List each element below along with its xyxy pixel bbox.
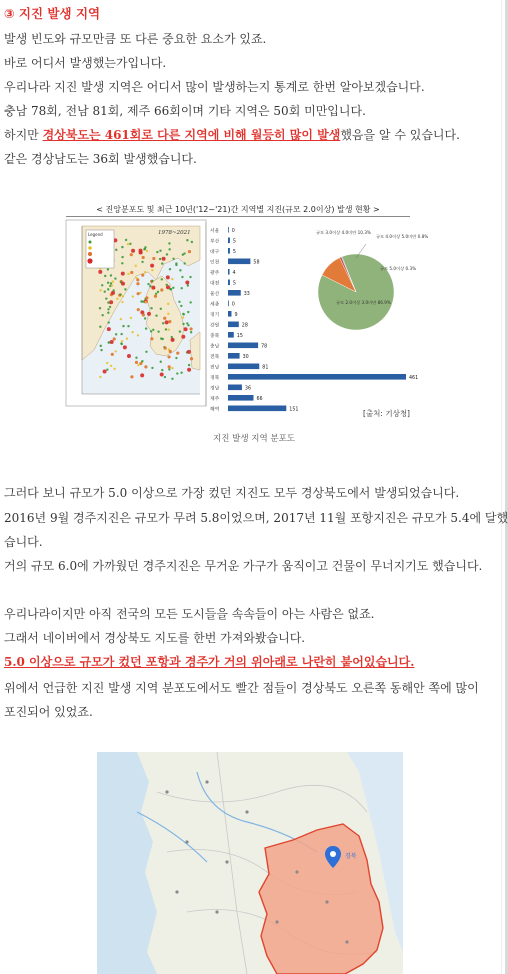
bar-3 [228, 259, 250, 265]
epicenter-dot [169, 350, 172, 353]
epicenter-dot [156, 251, 158, 253]
epicenter-dot [188, 250, 191, 253]
epicenter-dot [166, 275, 170, 279]
epicenter-dot [139, 249, 143, 253]
figure-caption: 지진 발생 지역 분포도 [212, 434, 295, 444]
epicenter-dot [120, 333, 122, 335]
epicenter-dot [159, 258, 161, 260]
epicenter-dot [161, 262, 163, 264]
epicenter-dot [100, 345, 102, 347]
epicenter-dot [189, 276, 191, 278]
epicenter-dot [132, 295, 134, 297]
epicenter-dot [137, 308, 140, 311]
epicenter-dot [180, 372, 182, 374]
epicenter-dot [106, 362, 108, 364]
epicenter-dot [110, 274, 112, 276]
epicenter-dot [160, 337, 162, 339]
epicenter-dot [168, 368, 170, 370]
bar-7 [228, 301, 229, 307]
epicenter-dot [179, 269, 181, 271]
bar-category-label: 세종 [210, 302, 220, 308]
epicenter-dot [175, 264, 177, 266]
map-city-dot [205, 780, 208, 783]
bar-value-label: 30 [242, 355, 249, 360]
map-city-dot [225, 860, 228, 863]
bar-category-label: 울산 [210, 292, 220, 297]
epicenter-dot [112, 280, 114, 282]
epicenter-dot [141, 261, 143, 263]
epicenter-dot [121, 256, 123, 258]
map-city-dot [175, 890, 178, 893]
bar-value-label: 5 [232, 281, 236, 287]
epicenter-dot [168, 328, 170, 330]
paragraph-5-post: 했음을 알 수 있습니다. [340, 128, 460, 142]
epicenter-dot [168, 365, 171, 368]
bar-category-label: 충북 [210, 334, 220, 339]
paragraph-2: 바로 어디서 발생했는가입니다. [4, 56, 167, 70]
legend-dot-yellow [88, 246, 92, 250]
bar-9 [228, 322, 239, 328]
epicenter-dot [147, 312, 151, 316]
figure-title: < 진앙분포도 및 최근 10년('12~'21)간 지역별 지진(규모 2.0이상) 발생 현황 > [96, 205, 380, 214]
bar-value-label: 5 [232, 250, 236, 255]
paragraph-7: 그러다 보니 규모가 5.0 이상으로 가장 컸던 지진도 모두 경상북도에서 발생되었습니다. [4, 486, 460, 500]
epicenter-dot [171, 338, 175, 342]
epicenter-dot [189, 327, 192, 330]
bar-category-label: 강원 [210, 323, 220, 329]
epicenter-dot [179, 330, 181, 332]
bar-category-label: 경기 [210, 313, 220, 318]
paragraph-1: 발생 빈도와 규모만큼 또 다른 중요한 요소가 있죠. [4, 32, 267, 46]
figure-source: [출처: 기상청] [363, 409, 410, 418]
epicenter-dot [150, 307, 152, 309]
epicenter-dot [191, 241, 193, 243]
bar-category-label: 경남 [210, 386, 220, 392]
paragraph-13: 위에서 언급한 지진 발생 지역 분포도에서도 빨간 점들이 경상북도 오른쪽 동해안 쪽에 많이 [4, 681, 479, 695]
map-period-label: 1978~2021 [158, 230, 191, 236]
epicenter-dot [121, 262, 123, 264]
paragraph-3: 우리나라 지진 발생 지역은 어디서 많이 발생하는지 통계로 한번 알아보겠습니다. [4, 80, 425, 94]
epicenter-dot [151, 269, 153, 271]
epicenter-dot [108, 321, 110, 323]
epicenter-dot [150, 330, 152, 332]
legend-dot-orange [88, 252, 92, 256]
bar-value-label: 58 [253, 260, 260, 266]
epicenter-dot [181, 276, 183, 278]
content-divider [501, 0, 502, 974]
epicenter-dot [150, 337, 153, 340]
paragraph-4: 충남 78회, 전남 81회, 제주 66회이며 기타 지역은 50회 미만입니다. [4, 104, 366, 118]
epicenter-dot [162, 322, 164, 324]
bar-15 [228, 385, 242, 391]
paragraph-6: 같은 경상남도는 36회 발생했습니다. [4, 152, 197, 166]
epicenter-dot [155, 314, 157, 316]
pie-label-0: 규모 3.0이상 4.0미만 10.3% [316, 230, 371, 235]
epicenter-dot [125, 239, 127, 241]
bar-0 [228, 227, 229, 233]
epicenter-dot [127, 273, 129, 275]
epicenter-dot [143, 248, 145, 250]
bar-category-label: 해역 [210, 407, 220, 413]
epicenter-dot [109, 306, 111, 308]
bar-value-label: 9 [234, 313, 238, 318]
bar-value-label: 28 [241, 323, 248, 329]
pie-label-2: 규모 5.0이상 0.3% [380, 266, 417, 271]
epicenter-dot [183, 313, 185, 315]
epicenter-dot [145, 296, 148, 299]
paragraph-12-highlight: 5.0 이상으로 규모가 컸던 포항과 경주가 거의 위아래로 나란히 붙어있습니다. [4, 655, 415, 669]
epicenter-dot [107, 308, 109, 310]
epicenter-dot [140, 373, 144, 377]
legend-dot-green [89, 241, 92, 244]
epicenter-dot [121, 272, 125, 276]
epicenter-dot [186, 239, 188, 241]
epicenter-dot [106, 368, 108, 370]
epicenter-dot [107, 282, 109, 284]
epicenter-dot [116, 297, 118, 299]
bar-value-label: 0 [231, 229, 235, 234]
epicenter-dot [107, 288, 109, 290]
paragraph-5-pre: 하지만 [4, 128, 43, 142]
epicenter-dot [168, 248, 170, 250]
epicenter-dot [161, 278, 163, 280]
gyeongbuk-map[interactable] [97, 752, 403, 974]
bar-value-label: 151 [289, 407, 299, 413]
epicenter-dot [163, 317, 166, 320]
epicenter-dot [126, 337, 128, 339]
epicenter-dot [121, 340, 123, 342]
epicenter-dot [109, 300, 113, 304]
epicenter-dot [142, 313, 145, 316]
epicenter-dot [167, 303, 169, 305]
epicenter-dot [151, 286, 155, 290]
epicenter-dot [145, 327, 147, 329]
epicenter-dot [114, 350, 116, 352]
epicenter-dot [141, 360, 143, 362]
map-city-dot [325, 900, 328, 903]
epicenter-dot [183, 252, 185, 254]
epicenter-dot [171, 378, 173, 380]
epicenter-dot [127, 243, 129, 245]
epicenter-dot [176, 352, 179, 355]
epicenter-dot [167, 313, 169, 315]
bar-value-label: 0 [231, 302, 235, 308]
epicenter-dot [182, 316, 184, 318]
epicenter-dot [160, 361, 162, 363]
bar-category-label: 제주 [210, 397, 220, 402]
bar-category-label: 인천 [210, 260, 220, 266]
bar-8 [228, 311, 231, 317]
epicenter-dot [99, 307, 101, 309]
map-legend-title: Legend [88, 232, 103, 237]
bar-category-label: 부산 [210, 239, 220, 245]
epicenter-dot [180, 305, 182, 307]
bar-10 [228, 332, 234, 338]
epicenter-dot [186, 322, 188, 324]
epicenter-dot [103, 369, 107, 373]
epicenter-dot [189, 301, 191, 303]
bar-category-label: 충남 [210, 344, 220, 350]
map-city-dot [215, 910, 218, 913]
epicenter-dot [167, 355, 170, 358]
bar-17 [228, 406, 286, 412]
bar-11 [228, 343, 258, 349]
epicenter-dot [135, 277, 137, 279]
epicenter-dot [129, 243, 131, 245]
epicenter-dot [139, 362, 142, 365]
epicenter-dot [107, 312, 109, 314]
epicenter-dot [119, 293, 121, 295]
epicenter-dot [149, 285, 151, 287]
bar-category-label: 광주 [210, 271, 220, 276]
epicenter-dot [151, 280, 153, 282]
epicenter-dot [110, 365, 112, 367]
epicenter-dot [183, 262, 185, 264]
epicenter-dot [182, 323, 184, 325]
epicenter-dot [190, 331, 192, 333]
epicenter-dot [127, 354, 131, 358]
map-city-dot [165, 790, 168, 793]
bar-value-label: 15 [236, 334, 243, 339]
epicenter-dot [131, 249, 135, 253]
epicenter-dot [145, 351, 147, 353]
epicenter-dot [107, 301, 109, 303]
epicenter-dot [122, 325, 124, 327]
epicenter-dot [181, 335, 185, 339]
epicenter-dot [130, 375, 133, 378]
bar-category-label: 서울 [210, 229, 220, 234]
epicenter-dot [159, 250, 161, 252]
bar-category-label: 전남 [210, 365, 220, 371]
region-bar-chart [210, 227, 418, 413]
epicenter-dot [176, 372, 178, 374]
bar-category-label: 전북 [210, 355, 220, 360]
bar-13 [228, 364, 259, 370]
epicenter-dot [137, 334, 139, 336]
epicenter-dot [157, 330, 159, 332]
paragraph-8-cont: 습니다. [4, 535, 43, 549]
epicenter-dot [144, 317, 146, 319]
epicenter-dot [122, 295, 124, 297]
epicenter-dot [137, 292, 140, 295]
bar-value-label: 66 [256, 397, 263, 402]
epicenter-dot [98, 270, 102, 274]
epicenter-dot [152, 329, 154, 331]
epicenter-dot [120, 318, 122, 320]
epicenter-dot [162, 257, 166, 261]
epicenter-dot [165, 328, 167, 330]
epicenter-dot [171, 278, 173, 280]
epicenter-dot [113, 368, 115, 370]
magnitude-pie-chart [316, 229, 428, 330]
epicenter-dot [187, 311, 189, 313]
epicenter-dot [152, 257, 155, 260]
epicenter-dot [150, 264, 154, 268]
epicenter-dot [108, 341, 110, 343]
paragraph-5 [4, 127, 460, 143]
map-city-dot [185, 840, 188, 843]
epicenter-dot [115, 333, 117, 335]
epicenter-dot [135, 265, 137, 267]
bar-category-label: 경북 [210, 376, 220, 381]
paragraph-13-cont: 포진되어 있었죠. [4, 705, 93, 719]
epicenter-dot [127, 325, 129, 327]
epicenter-dot [157, 291, 159, 293]
map-city-dot [295, 870, 298, 873]
epicenter-dot [110, 282, 112, 284]
epicenter-dot [175, 357, 177, 359]
epicenter-dot [107, 327, 111, 331]
bar-category-label: 대전 [210, 281, 220, 287]
bar-14 [228, 374, 406, 380]
section-heading: ③ 지진 발생 지역 [4, 6, 101, 21]
epicenter-dot [136, 282, 139, 285]
pin-label: 경북 [345, 853, 357, 860]
epicenter-dot [99, 326, 101, 328]
paragraph-8: 2016년 9월 경주지진은 규모가 무려 5.8이었으며, 2017년 11월 포항지진은 규모가 5.4에 달했 [4, 511, 508, 525]
epicenter-dot [168, 320, 171, 323]
epicenter-dot [124, 288, 126, 290]
epicenter-dot [99, 376, 101, 378]
epicenter-dot [172, 258, 174, 260]
epicenter-dot [142, 301, 144, 303]
epicenter-dot [123, 345, 127, 349]
epicenter-dot [147, 283, 149, 285]
epicenter-dot [188, 364, 190, 366]
epicenter-dot [135, 361, 138, 364]
epicenter-dot [114, 277, 116, 279]
epicenter-dot [137, 364, 139, 366]
epicenter-dot [187, 368, 191, 372]
epicenter-dot [130, 317, 132, 319]
epicenter-dot [165, 284, 167, 286]
bar-16 [228, 395, 253, 401]
bar-value-label: 461 [409, 376, 419, 381]
paragraph-11: 그래서 네이버에서 경상북도 지도를 한번 가져와봤습니다. [4, 631, 306, 645]
epicenter-dot [121, 246, 123, 248]
epicenter-dot [187, 284, 189, 286]
epicenter-dot [145, 301, 147, 303]
epicenter-dot [169, 268, 171, 270]
bar-6 [228, 290, 241, 296]
epicenter-dot [171, 367, 173, 369]
map-city-dot [245, 810, 248, 813]
epicenter-dot [130, 253, 133, 256]
epicenter-dot [155, 293, 157, 295]
bar-category-label: 대구 [210, 250, 220, 255]
map-city-dot [275, 920, 278, 923]
epicenter-dot [164, 346, 167, 349]
bar-value-label: 33 [243, 292, 250, 297]
bar-4 [228, 269, 230, 275]
epicenter-dot [166, 253, 168, 255]
paragraph-9: 거의 규모 6.0에 가까웠던 경주지진은 무거운 가구가 움직이고 건물이 무너지기도 했습니다. [4, 559, 483, 573]
epicenter-dot [164, 376, 166, 378]
epicenter-dot [115, 249, 117, 251]
bar-2 [228, 248, 230, 254]
epicenter-dot [146, 250, 148, 252]
epicenter-dot [181, 287, 183, 289]
figure-canvas [60, 200, 429, 422]
legend-dot-red [87, 258, 92, 263]
epicenter-dot [104, 275, 106, 277]
pie-label-1: 규모 4.0이상 5.0미만 0.8% [376, 234, 429, 239]
epicenter-dot [121, 282, 125, 286]
epicenter-dot [111, 353, 114, 356]
epicenter-dot [154, 295, 157, 298]
epicenter-dot [190, 357, 193, 360]
epicenter-dot [160, 288, 163, 291]
bar-value-label: 4 [232, 271, 236, 276]
highlight-gyeongbuk: 경상북도는 461회로 다른 지역에 비해 월등히 많이 발생 [42, 128, 341, 142]
epicenter-dot [130, 271, 133, 274]
bar-1 [228, 238, 230, 244]
map-city-dot [345, 940, 348, 943]
epicenter-dot [120, 342, 122, 344]
epicenter-dot [105, 297, 107, 299]
epicenter-dot [168, 242, 170, 244]
epicenter-dot [144, 365, 147, 368]
epicenter-dot [142, 256, 145, 259]
epicenter-dot [184, 327, 188, 331]
epicenter-dot [165, 320, 169, 324]
epicenter-dot [172, 287, 174, 289]
epicenter-dot [141, 274, 144, 277]
bar-value-label: 78 [261, 344, 268, 350]
bar-value-label: 81 [262, 365, 269, 371]
epicenter-dot [160, 308, 162, 310]
epicenter-dot [131, 331, 133, 333]
epicenter-dot [135, 357, 137, 359]
epicenter-dot [144, 271, 146, 273]
epicenter-dot [187, 350, 191, 354]
epicenter-dot [100, 349, 102, 351]
epicenter-dot [112, 289, 114, 291]
epicenter-dot [185, 281, 189, 285]
pie-label-3: 규모 2.0이상 3.0미만 86.9% [336, 300, 391, 305]
epicenter-dot [121, 301, 123, 303]
earthquake-distribution-figure [60, 200, 429, 422]
bar-5 [228, 280, 230, 286]
epicenter-dot [161, 369, 163, 371]
epicenter-dot [111, 291, 115, 295]
epicenter-dot [178, 301, 180, 303]
epicenter-dot [99, 289, 101, 291]
epicenter-dot [151, 367, 153, 369]
epicenter-dot [107, 268, 109, 270]
epicenter-dot [110, 340, 114, 344]
bar-value-label: 36 [244, 386, 252, 392]
epicenter-dot [101, 284, 103, 286]
bar-12 [228, 353, 240, 359]
epicenter-dot [104, 290, 106, 292]
paragraph-10: 우리나라이지만 아직 전국의 모든 도시들을 속속들이 아는 사람은 없죠. [4, 607, 375, 621]
bar-value-label: 5 [232, 239, 236, 245]
epicenter-dot [111, 284, 113, 286]
epicenter-dot [160, 373, 164, 377]
epicenter-dot [169, 288, 171, 290]
epicenter-dot [113, 337, 116, 340]
epicenter-dot [101, 314, 103, 316]
